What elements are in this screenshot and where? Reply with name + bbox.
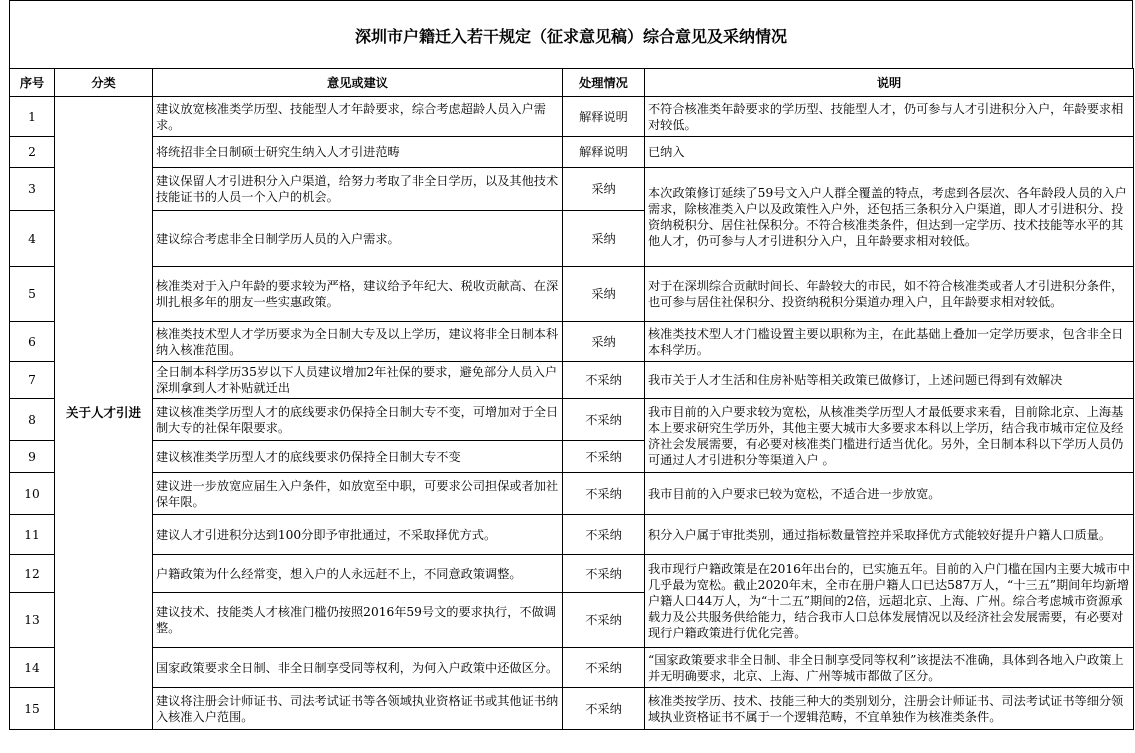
feedback-table (9, 68, 1134, 730)
status-cell: 不采纳 (563, 688, 645, 730)
explanation-cell: 我市目前的入户要求较为宽松，从核准类学历型人才最低要求来看，目前除北京、上海基本上要求研究生学历外，其他主要大城市大多要求本科以上学历，结合我市城市定位及经济社会发展需要，有必要对核准类门槛进行适当优化。另外，全日制本科以下学历人员仍可通过人才引进积分等渠道入户 。 (645, 399, 1134, 473)
table-header-row (10, 69, 1134, 97)
status-cell: 不采纳 (563, 515, 645, 555)
opinion-cell: 建议人才引进积分达到100分即予审批通过，不采取择优方式。 (153, 515, 563, 555)
document-title: 深圳市户籍迁入若干规定（征求意见稿）综合意见及采纳情况 (9, 0, 1133, 69)
status-cell: 不采纳 (563, 473, 645, 515)
row-number: 6 (10, 322, 55, 362)
row-number: 8 (10, 399, 55, 441)
explanation-cell: 积分入户属于审批类别，通过指标数量管控并采取择优方式能较好提升户籍人口质量。 (645, 515, 1134, 555)
explanation-cell: 对于在深圳综合贡献时间长、年龄较大的市民，如不符合核准类或者人才引进积分条件，也可参与居住社保积分、投资纳税积分渠道办理入户，且年龄要求相对较低。 (645, 267, 1134, 322)
row-number: 9 (10, 441, 55, 473)
row-number: 4 (10, 211, 55, 267)
row-number: 7 (10, 362, 55, 399)
table-row (10, 688, 1134, 730)
row-number: 15 (10, 688, 55, 730)
table-row (10, 362, 1134, 399)
table-row (10, 555, 1134, 593)
row-number: 1 (10, 97, 55, 137)
row-number: 3 (10, 168, 55, 211)
opinion-cell: 建议放宽核准类学历型、技能型人才年龄要求，综合考虑超龄人员入户需求。 (153, 97, 563, 137)
header-explanation: 说明 (645, 69, 1134, 97)
table-row (10, 322, 1134, 362)
status-cell: 不采纳 (563, 593, 645, 648)
table-row (10, 168, 1134, 211)
opinion-cell: 建议核准类学历型人才的底线要求仍保持全日制大专不变，可增加对于全日制大专的社保年限要求。 (153, 399, 563, 441)
table-row (10, 267, 1134, 322)
opinion-cell: 建议核准类学历型人才的底线要求仍保持全日制大专不变 (153, 441, 563, 473)
policy-feedback-sheet (9, 0, 1133, 751)
table-row (10, 399, 1134, 441)
opinion-cell: 建议进一步放宽应届生入户条件，如放宽至中职，可要求公司担保或者加社保年限。 (153, 473, 563, 515)
header-category: 分类 (55, 69, 153, 97)
explanation-cell: 不符合核准类年龄要求的学历型、技能型人才，仍可参与人才引进积分入户，年龄要求相对较低。 (645, 97, 1134, 137)
status-cell: 不采纳 (563, 399, 645, 441)
explanation-cell: 我市现行户籍政策是在2016年出台的，已实施五年。目前的入户门槛在国内主要大城市中几乎最为宽松。截止2020年末，全市在册户籍人口已达587万人，“十三五”期间年均新增户籍人口44万人，为“十二五”期间的2倍，远超北京、上海、广州。综合考虑城市资源承载力及公共服务供给能力，结合我市人口总体发展情况以及经济社会发展需要，有必要对现行户籍政策进行优化完善。 (645, 555, 1134, 648)
opinion-cell: 建议保留人才引进积分入户渠道，给努力考取了非全日学历，以及其他技术技能证书的人员一个入户的机会。 (153, 168, 563, 211)
row-number: 10 (10, 473, 55, 515)
opinion-cell: 核准类技术型人才学历要求为全日制大专及以上学历，建议将非全日制本科纳入核准范围。 (153, 322, 563, 362)
row-number: 14 (10, 648, 55, 688)
table-row (10, 515, 1134, 555)
status-cell: 采纳 (563, 211, 645, 267)
table-row (10, 97, 1134, 137)
table-row (10, 648, 1134, 688)
opinion-cell: 核准类对于入户年龄的要求较为严格，建议给予年纪大、税收贡献高、在深圳扎根多年的朋友一些实惠政策。 (153, 267, 563, 322)
status-cell: 不采纳 (563, 441, 645, 473)
row-number: 11 (10, 515, 55, 555)
status-cell: 解释说明 (563, 97, 645, 137)
header-opinion: 意见或建议 (153, 69, 563, 97)
status-cell: 采纳 (563, 267, 645, 322)
status-cell: 不采纳 (563, 362, 645, 399)
explanation-cell: 核准类技术型人才门槛设置主要以职称为主，在此基础上叠加一定学历要求，包含非全日本科学历。 (645, 322, 1134, 362)
header-no: 序号 (10, 69, 55, 97)
status-cell: 采纳 (563, 322, 645, 362)
explanation-cell: 我市目前的入户要求已较为宽松，不适合进一步放宽。 (645, 473, 1134, 515)
category-cell: 关于人才引进 (55, 97, 153, 730)
header-status: 处理情况 (563, 69, 645, 97)
row-number: 12 (10, 555, 55, 593)
status-cell: 解释说明 (563, 137, 645, 168)
row-number: 5 (10, 267, 55, 322)
explanation-cell: 已纳入 (645, 137, 1134, 168)
opinion-cell: 全日制本科学历35岁以下人员建议增加2年社保的要求，避免部分人员入户深圳拿到人才补贴就迁出 (153, 362, 563, 399)
status-cell: 不采纳 (563, 555, 645, 593)
table-row (10, 137, 1134, 168)
explanation-cell: 本次政策修订延续了59号文入户人群全覆盖的特点，考虑到各层次、各年龄段人员的入户需求，除核准类入户以及政策性入户外，还包括三条积分入户渠道，即人才引进积分、投资纳税积分、居住社保积分。不符合核准类条件，但达到一定学历、技术技能等水平的其他人才，仍可参与人才引进积分入户，且年龄要求相对较低。 (645, 168, 1134, 267)
row-number: 13 (10, 593, 55, 648)
explanation-cell: 我市关于人才生活和住房补贴等相关政策已做修订，上述问题已得到有效解决 (645, 362, 1134, 399)
explanation-cell: 核准类按学历、技术、技能三种大的类别划分，注册会计师证书、司法考试证书等细分领域执业资格证书不属于一个逻辑范畴，不宜单独作为核准类条件。 (645, 688, 1134, 730)
opinion-cell: 建议综合考虑非全日制学历人员的入户需求。 (153, 211, 563, 267)
table-row (10, 473, 1134, 515)
opinion-cell: 户籍政策为什么经常变，想入户的人永远赶不上，不同意政策调整。 (153, 555, 563, 593)
row-number: 2 (10, 137, 55, 168)
opinion-cell: 国家政策要求全日制、非全日制享受同等权利，为何入户政策中还做区分。 (153, 648, 563, 688)
opinion-cell: 建议技术、技能类人才核准门槛仍按照2016年59号文的要求执行，不做调整。 (153, 593, 563, 648)
opinion-cell: 将统招非全日制硕士研究生纳入人才引进范畴 (153, 137, 563, 168)
status-cell: 采纳 (563, 168, 645, 211)
explanation-cell: “国家政策要求非全日制、非全日制享受同等权利”该提法不准确，具体到各地入户政策上并无明确要求，北京、上海、广州等城市都做了区分。 (645, 648, 1134, 688)
status-cell: 不采纳 (563, 648, 645, 688)
opinion-cell: 建议将注册会计师证书、司法考试证书等各领域执业资格证书或其他证书纳入核准入户范围。 (153, 688, 563, 730)
